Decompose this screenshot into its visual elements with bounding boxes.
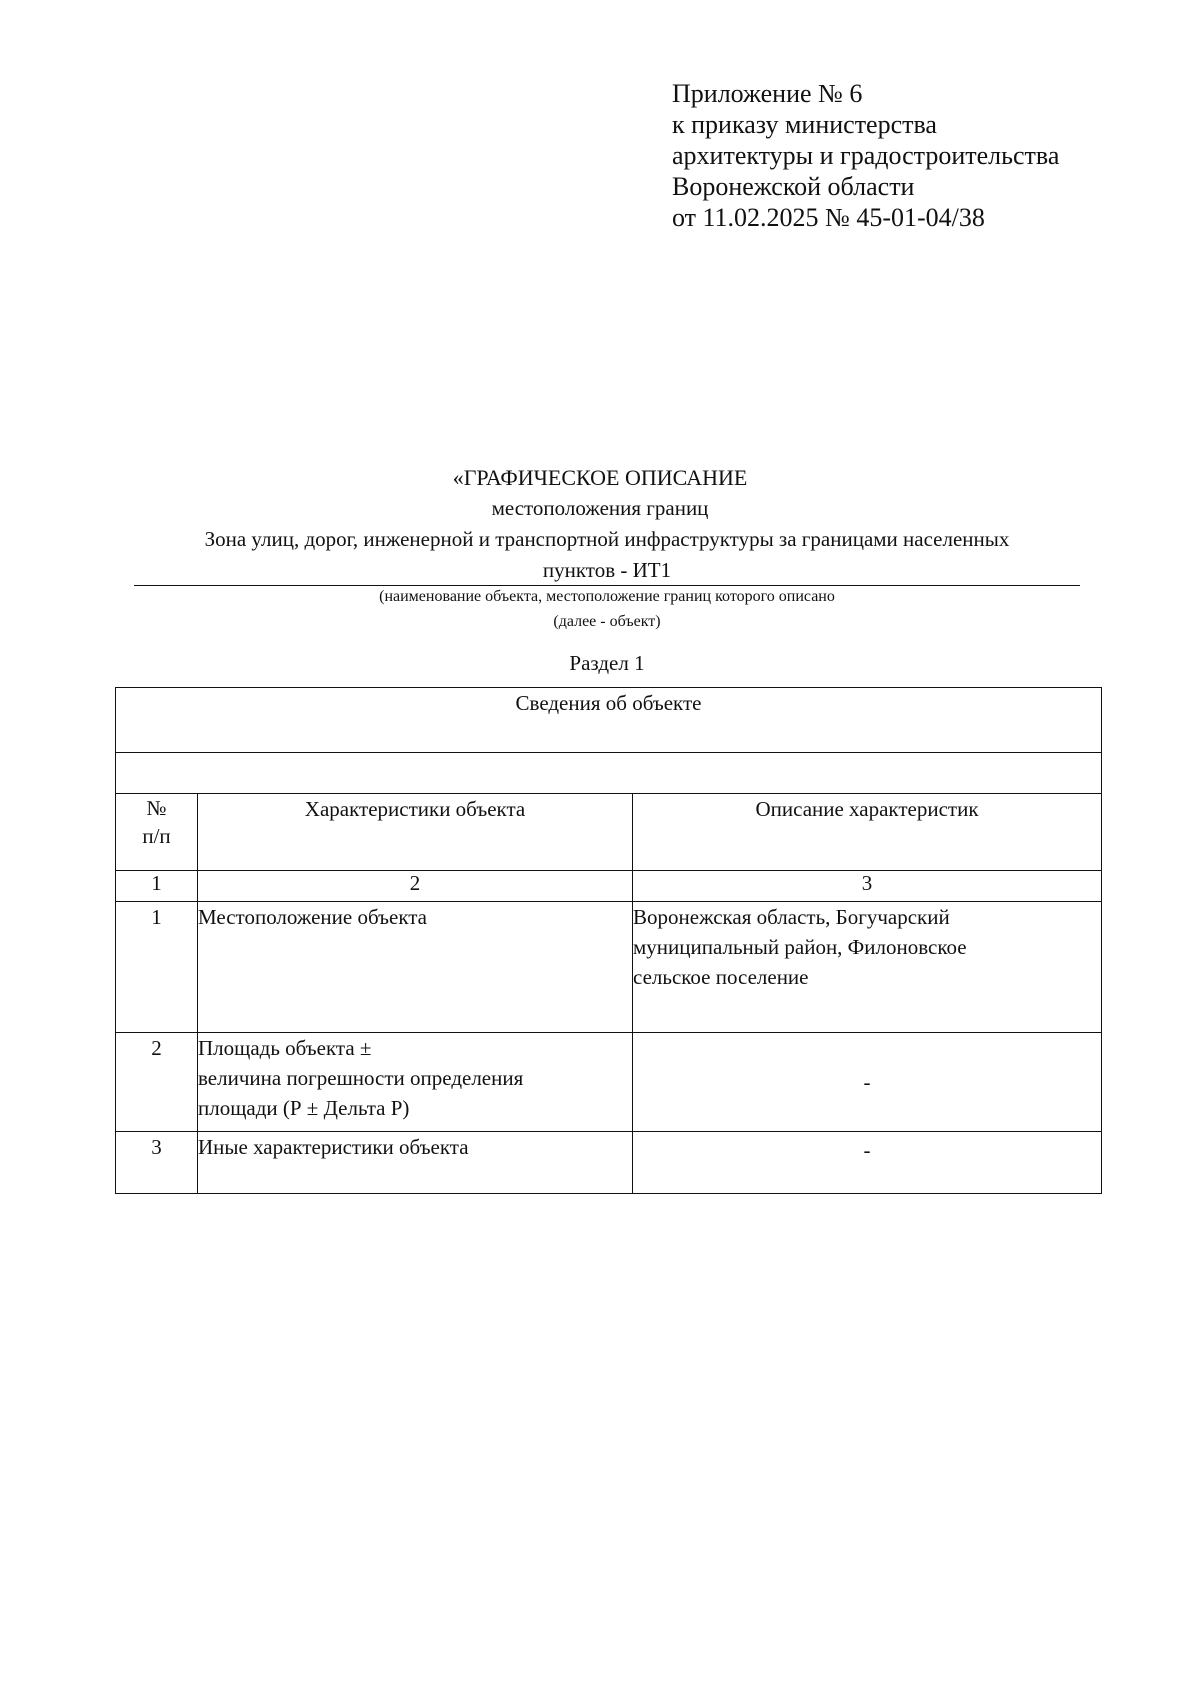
row-number: 2 — [116, 1033, 198, 1132]
row-description — [633, 902, 1102, 1033]
row-description-line: сельское поселение — [633, 965, 809, 989]
table-caption: Сведения об объекте — [116, 688, 1102, 753]
column-index: 2 — [198, 871, 633, 902]
table-caption-row — [116, 688, 1102, 753]
row-characteristic-line: Площадь объекта ± — [198, 1036, 372, 1060]
header-description: Описание характеристик — [633, 794, 1102, 871]
row-characteristic: Иные характеристики объекта — [198, 1132, 633, 1194]
appendix-header — [672, 78, 1172, 233]
row-number: 1 — [116, 902, 198, 1033]
column-index: 1 — [116, 871, 198, 902]
section-label: Раздел 1 — [569, 651, 645, 675]
document-subtitle: местоположения границ — [491, 496, 709, 520]
appendix-header-line: архитектуры и градостроительства — [672, 141, 1060, 170]
row-description-line: муниципальный район, Филоновское — [633, 935, 967, 959]
appendix-header-line: к приказу министерства — [672, 110, 937, 139]
appendix-header-line: Воронежской области — [672, 172, 915, 201]
row-characteristic-line: величина погрешности определения — [198, 1066, 524, 1090]
object-name-line: пунктов - ИТ1 — [542, 558, 672, 582]
object-name — [134, 524, 1080, 586]
object-name-caption: (наименование объекта, местоположение границ которого описано — [379, 588, 835, 605]
row-description: - — [633, 1033, 1102, 1132]
column-index: 3 — [633, 871, 1102, 902]
document-title: «ГРАФИЧЕСКОЕ ОПИСАНИЕ — [452, 465, 748, 490]
table-index-row — [116, 871, 1102, 902]
row-description: - — [633, 1132, 1102, 1194]
header-number-abbr: п/п — [142, 824, 171, 848]
row-characteristic: Местоположение объекта — [198, 902, 633, 1033]
appendix-header-line: от 11.02.2025 № 45-01-04/38 — [672, 203, 985, 232]
table-row — [116, 1132, 1102, 1194]
object-name-line: Зона улиц, дорог, инженерной и транспортной инфраструктуры за границами населенных — [204, 527, 1010, 551]
table-header-row — [116, 794, 1102, 871]
row-number: 3 — [116, 1132, 198, 1194]
appendix-header-line: Приложение № 6 — [672, 79, 863, 108]
header-characteristics: Характеристики объекта — [198, 794, 633, 871]
object-name-caption: (далее - объект) — [553, 613, 661, 630]
header-number — [116, 794, 198, 871]
table-blank-cell — [116, 753, 1102, 794]
object-name-underline — [134, 585, 1080, 586]
table-row — [116, 1033, 1102, 1132]
row-characteristic — [198, 1033, 633, 1132]
row-characteristic-line: площади (Р ± Дельта Р) — [198, 1096, 410, 1120]
table-row — [116, 902, 1102, 1033]
row-description-line: Воронежская область, Богучарский — [633, 905, 950, 929]
header-number-symbol: № — [146, 796, 167, 820]
table-blank-row — [116, 753, 1102, 794]
object-info-table — [115, 687, 1102, 1194]
